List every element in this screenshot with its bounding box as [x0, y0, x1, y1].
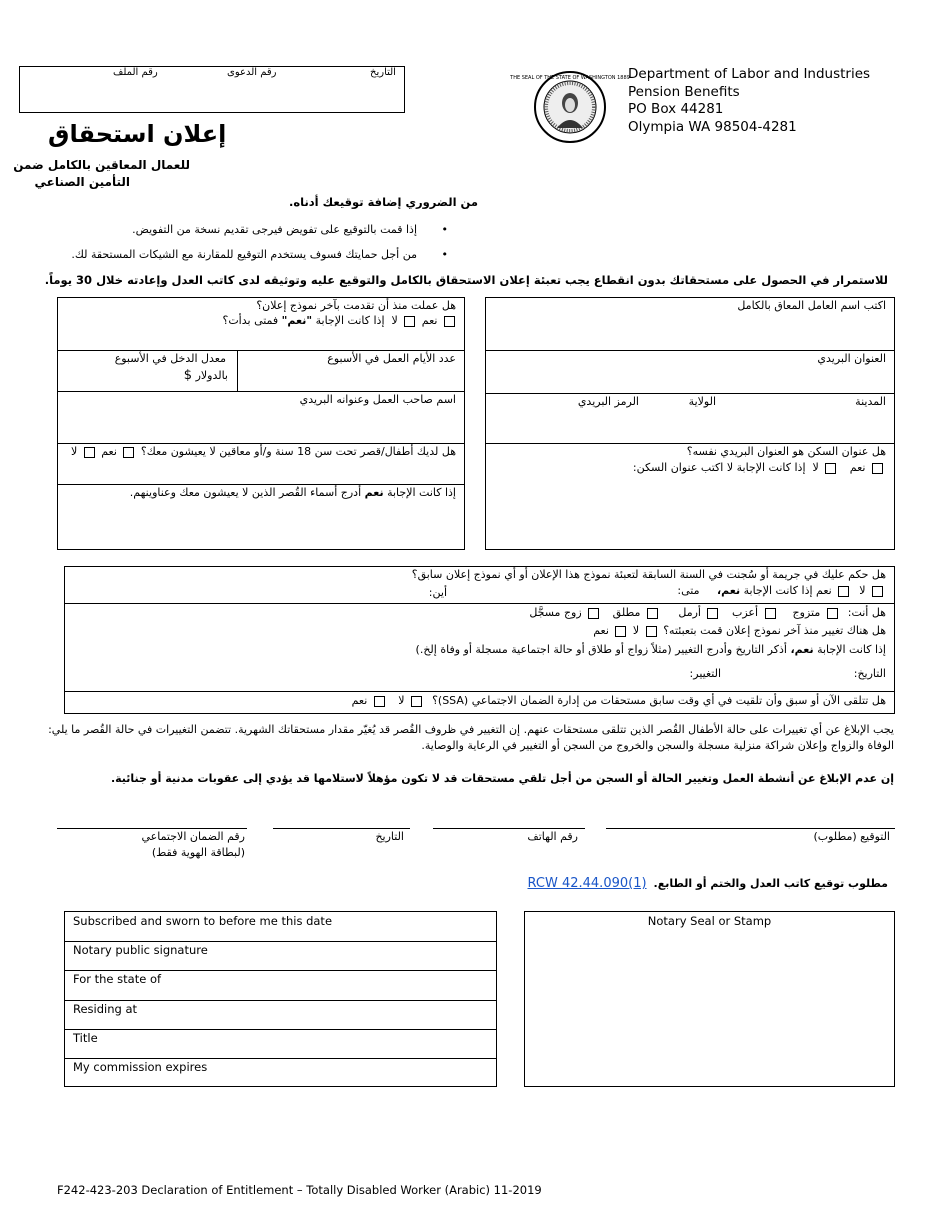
income-dollars-label: بالدولار [195, 369, 228, 382]
change-date-label[interactable]: التاريخ: [853, 667, 886, 680]
notice-paragraph-2: الوفاة والزواج وإعلان شراكة منزلية مسجلة والسجن والخروج من السجن أو التغيير في الرعاية والوصاية. [421, 739, 894, 752]
children-list-bold: نعم [364, 486, 384, 499]
residence-yes-checkbox[interactable] [872, 463, 883, 474]
phone-line[interactable] [433, 828, 585, 829]
bullet-2 [71, 248, 448, 261]
married-label: متزوج [792, 606, 821, 619]
page-subtitle-2: التأمين الصناعي [34, 175, 130, 189]
worked-yes-label: نعم [421, 314, 438, 327]
residence-answer [633, 461, 886, 474]
worked-yes-checkbox[interactable] [444, 316, 455, 327]
convicted-when[interactable]: متى: [677, 584, 700, 597]
residence-if-no: إذا كانت الإجابة لا اكتب عنوان السكن: [632, 461, 806, 474]
rcw-label: مطلوب توقيع كاتب العدل والختم أو الطابع. [653, 877, 888, 890]
change-label[interactable]: التغيير: [689, 667, 721, 680]
widowed-checkbox[interactable] [707, 608, 718, 619]
partner-checkbox[interactable] [588, 608, 599, 619]
ssa-no-label: لا [398, 694, 405, 707]
children-no-checkbox[interactable] [84, 447, 95, 458]
income-dollars [184, 368, 228, 383]
changed-yes-label: نعم [593, 624, 609, 637]
worked-if-yes: إذا كانت الإجابة [315, 314, 385, 327]
worked-question: هل عملت منذ أن تقدمت بآخر نموذج إعلان؟ [256, 299, 456, 312]
header-box [19, 66, 405, 113]
notary-state: For the state of [73, 972, 162, 986]
convicted-answer [677, 584, 886, 597]
notary-residing: Residing at [73, 1002, 138, 1016]
continue-note: للاستمرار في الحصول على مستحقاتك بدون انقطاع يجب تعبئة إعلان الاستحقاق بالكامل والتوقيع عليه وتوثيقه لدى كاتب العدل وإعادته خلال 30 يوماً. [44, 273, 888, 287]
divorced-label: مطلق [612, 606, 641, 619]
notary-table [64, 911, 497, 1087]
notary-row-2[interactable] [65, 941, 496, 970]
city-label[interactable]: المدينة [855, 395, 886, 408]
change-if-yes-bold: نعم، [790, 643, 814, 656]
ssn-label: رقم الضمان الاجتماعي [141, 830, 245, 843]
form-footer: F242-423-203 Declaration of Entitlement – Totally Disabled Worker (Arabic) 11-2019 [57, 1183, 542, 1197]
notice-paragraph: يجب الإبلاغ عن أي تغييرات على حالة الأطفال القُصر الذين تتلقى مستحقات عنهم. إن التغيير في ظروف القُصر قد يُغيّر مقدار مستحقاتك الشهرية. تتضمن التغييرات في حالة القُصر ما يلي: [48, 723, 894, 736]
dollar-sign: $ [183, 368, 193, 383]
seal-text: THE SEAL OF THE STATE OF WASHINGTON 1889 [510, 75, 630, 81]
required-signature: من الضروري إضافة توقيعك أدناه. [288, 195, 478, 209]
worked-no-label: لا [391, 314, 398, 327]
agency-address [628, 66, 870, 136]
children-list[interactable] [130, 486, 456, 499]
notary-seal-label: Notary Seal or Stamp [647, 914, 772, 928]
warning-text: إن عدم الإبلاغ عن أنشطة العمل وتغيير الحالة أو السجن من أجل تلقي مستحقات قد لا تكون مؤهلاً لاستلامها قد يؤدي إلى عقوبات مدنية أو جنائية. [110, 772, 894, 785]
change-details [416, 643, 886, 656]
date-line[interactable] [273, 828, 410, 829]
notary-title: Title [73, 1031, 98, 1045]
notary-seal-box[interactable] [524, 911, 895, 1087]
change-if-yes: إذا كانت الإجابة [817, 643, 886, 656]
convicted-yes-bold: نعم، [716, 584, 741, 597]
marital-row [529, 606, 886, 619]
changed-yes-checkbox[interactable] [615, 626, 626, 637]
page-title: إعلان استحقاق [48, 120, 227, 148]
children-question [71, 445, 456, 458]
worker-info-panel [485, 297, 895, 550]
ssa-row [352, 694, 886, 707]
notary-signature: Notary public signature [73, 943, 208, 957]
ssa-no-checkbox[interactable] [411, 696, 422, 707]
agency-line3: PO Box 44281 [628, 101, 724, 117]
worker-name-label[interactable]: اكتب اسم العامل المعاق بالكامل [737, 299, 886, 312]
single-label: أعزب [731, 606, 759, 619]
residence-no-label: لا [812, 461, 819, 474]
notary-row-4[interactable] [65, 1000, 496, 1029]
children-list-suffix: أدرج أسماء القُصر الذين لا يعيشون معك وعناوينهم. [129, 486, 362, 499]
date-label: التاريخ [375, 830, 404, 843]
children-question-text: هل لديك أطفال/قصر تحت سن 18 سنة و/أو معاقين لا يعيشون معك؟ [140, 445, 456, 458]
partner-label: زوج مسجَّل [529, 606, 582, 619]
changed-row [593, 624, 886, 637]
header-file-no: رقم الملف [113, 67, 158, 78]
notary-row-1[interactable] [65, 912, 496, 941]
are-you-label: هل أنت: [847, 606, 886, 619]
phone-label: رقم الهاتف [527, 830, 578, 843]
children-no-label: لا [70, 445, 78, 458]
changed-question: هل هناك تغيير منذ آخر نموذج إعلان قمت بتعبئته؟ [663, 624, 886, 637]
changed-no-checkbox[interactable] [646, 626, 657, 637]
employer-label[interactable]: اسم صاحب العمل وعنوانه البريدي [299, 393, 456, 406]
zip-label[interactable]: الرمز البريدي [577, 395, 639, 408]
convicted-no-checkbox[interactable] [872, 586, 883, 597]
state-label[interactable]: الولاية [688, 395, 716, 408]
children-list-prefix: إذا كانت الإجابة [387, 486, 456, 499]
notary-commission: My commission expires [73, 1060, 208, 1074]
ssa-yes-checkbox[interactable] [374, 696, 385, 707]
worked-if-yes-bold: "نعم" [281, 314, 313, 327]
bullet-1 [132, 223, 448, 236]
ssn-line[interactable] [57, 828, 247, 829]
changed-no-label: لا [632, 624, 640, 637]
worked-answer [222, 314, 458, 327]
notary-row-5[interactable] [65, 1029, 496, 1058]
worked-if-yes-suffix: فمتى بدأت؟ [222, 314, 279, 327]
children-yes-checkbox[interactable] [123, 447, 134, 458]
bullet-1-dot: • [441, 223, 448, 236]
worked-no-checkbox[interactable] [404, 316, 415, 327]
bullet-2-text: من أجل حمايتك فسوف يستخدم التوقيع للمقارنة مع الشيكات المستحقة لك. [71, 248, 418, 261]
signature-label: التوقيع (مطلوب) [813, 830, 890, 843]
change-if-yes-rest: أذكر التاريخ وأدرج التغيير (مثلاً زواج أو طلاق أو حالة اجتماعية مسجلة أو وفاة إلخ.) [415, 643, 787, 656]
signature-line[interactable] [606, 828, 895, 829]
ssa-question: هل تتلقى الآن أو سبق وأن تلقيت في أي وقت سابق مستحقات من إدارة الضمان الاجتماعي (SSA)؟ [432, 694, 886, 707]
residence-yes-label: نعم [849, 461, 866, 474]
notary-row-3[interactable] [65, 970, 496, 1000]
ssa-yes-label: نعم [351, 694, 368, 707]
convicted-yes-label: نعم إذا كانت الإجابة [743, 584, 832, 597]
convicted-where[interactable]: أين: [428, 586, 447, 599]
agency-line2: Pension Benefits [628, 83, 740, 100]
rcw-link[interactable]: RCW 42.44.090(1) [527, 876, 647, 891]
notary-subscribed: Subscribed and sworn to before me this date [73, 914, 333, 928]
state-seal [510, 70, 630, 144]
convicted-no-label: لا [859, 584, 866, 597]
bullet-2-dot: • [441, 248, 448, 261]
bullet-1-text: إذا قمت بالتوقيع على تفويض فيرجى تقديم نسخة من التفويض. [132, 223, 418, 236]
married-checkbox[interactable] [827, 608, 838, 619]
header-date: التاريخ [370, 67, 396, 78]
days-week-label[interactable]: عدد الأيام العمل في الأسبوع [327, 352, 456, 365]
notary-row-6[interactable] [65, 1058, 496, 1087]
mailing-address-label[interactable]: العنوان البريدي [817, 352, 886, 365]
work-info-panel [57, 297, 465, 550]
page-subtitle-1: للعمال المعاقين بالكامل ضمن [13, 158, 190, 172]
residence-no-checkbox[interactable] [825, 463, 836, 474]
children-yes-label: نعم [101, 445, 117, 458]
divorced-checkbox[interactable] [647, 608, 658, 619]
widowed-label: أرمل [678, 606, 701, 619]
agency-line4: Olympia WA 98504-4281 [628, 118, 797, 135]
convicted-yes-checkbox[interactable] [838, 586, 849, 597]
status-section [64, 566, 895, 714]
single-checkbox[interactable] [765, 608, 776, 619]
agency-line1: Department of Labor and Industries [628, 66, 871, 82]
weekly-income-label[interactable]: معدل الدخل في الأسبوع [114, 352, 226, 365]
header-claim-no: رقم الدعوى [227, 67, 277, 78]
ssn-note: (لبطاقة الهوية فقط) [151, 846, 245, 859]
residence-question: هل عنوان السكن هو العنوان البريدي نفسه؟ [686, 445, 886, 458]
rcw-row [528, 876, 888, 891]
convicted-question: هل حكم عليك في جريمة أو سُجنت في السنة السابقة لتعبئة نموذج هذا الإعلان أو أي نموذج إعلان سابق؟ [411, 568, 886, 581]
